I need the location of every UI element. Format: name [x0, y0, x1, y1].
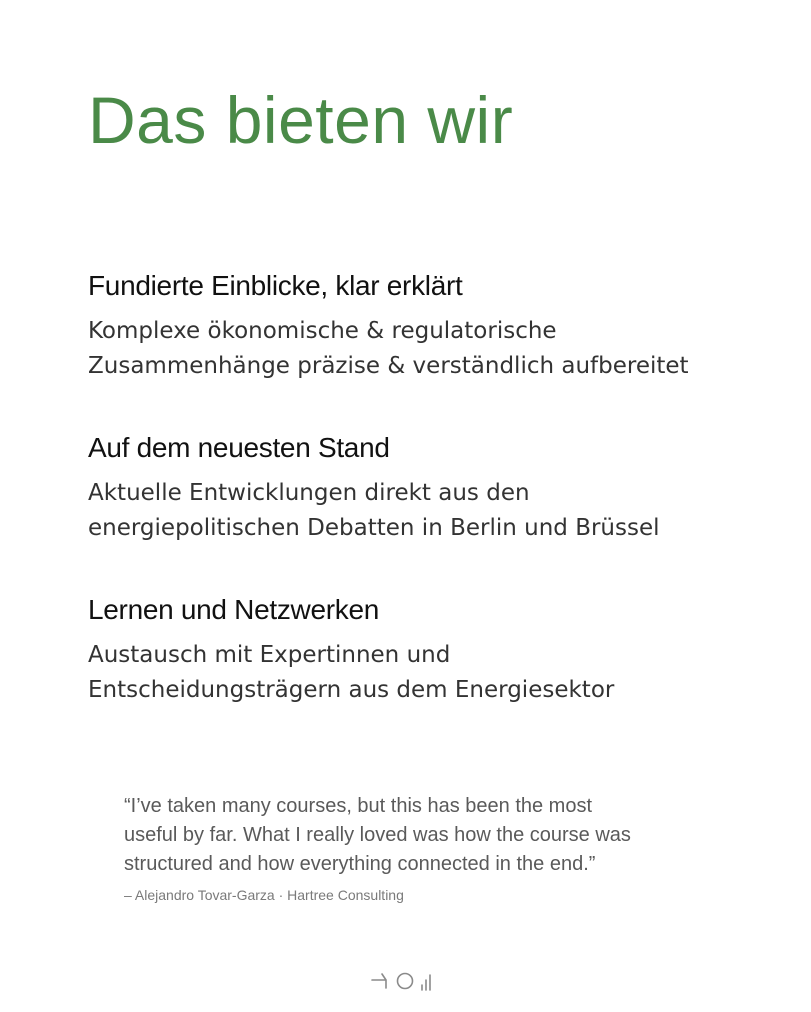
section-body: Aktuelle Entwicklungen direkt aus den energiepolitischen Debatten in Berlin und Brüssel	[88, 480, 660, 541]
testimonial	[124, 792, 724, 905]
offer-section-current	[88, 428, 788, 546]
logo-arrow-mark	[372, 974, 386, 988]
section-heading: Auf dem neuesten Stand	[88, 432, 390, 463]
testimonial-attribution: – Alejandro Tovar-Garza · Hartree Consulting	[124, 887, 404, 903]
section-heading: Lernen und Netzwerken	[88, 594, 379, 625]
offer-section-insights	[88, 266, 788, 384]
brand-logo-icon	[370, 968, 436, 994]
page-title: Das bieten wir	[88, 83, 514, 157]
offer-section-network	[88, 590, 788, 708]
offer-sections	[88, 266, 788, 752]
logo-circle-mark	[398, 974, 413, 989]
section-body: Komplexe ökonomische & regulatorische Zusammenhänge präzise & verständlich aufbereitet	[88, 318, 689, 379]
section-heading: Fundierte Einblicke, klar erklärt	[88, 270, 463, 301]
testimonial-quote: “I’ve taken many courses, but this has been the most useful by far. What I really loved was how the course was structured and how everything connected in the end.”	[124, 795, 631, 875]
section-body: Austausch mit Expertinnen und Entscheidungsträgern aus dem Energiesektor	[88, 642, 615, 703]
logo-bars-mark	[422, 975, 430, 990]
